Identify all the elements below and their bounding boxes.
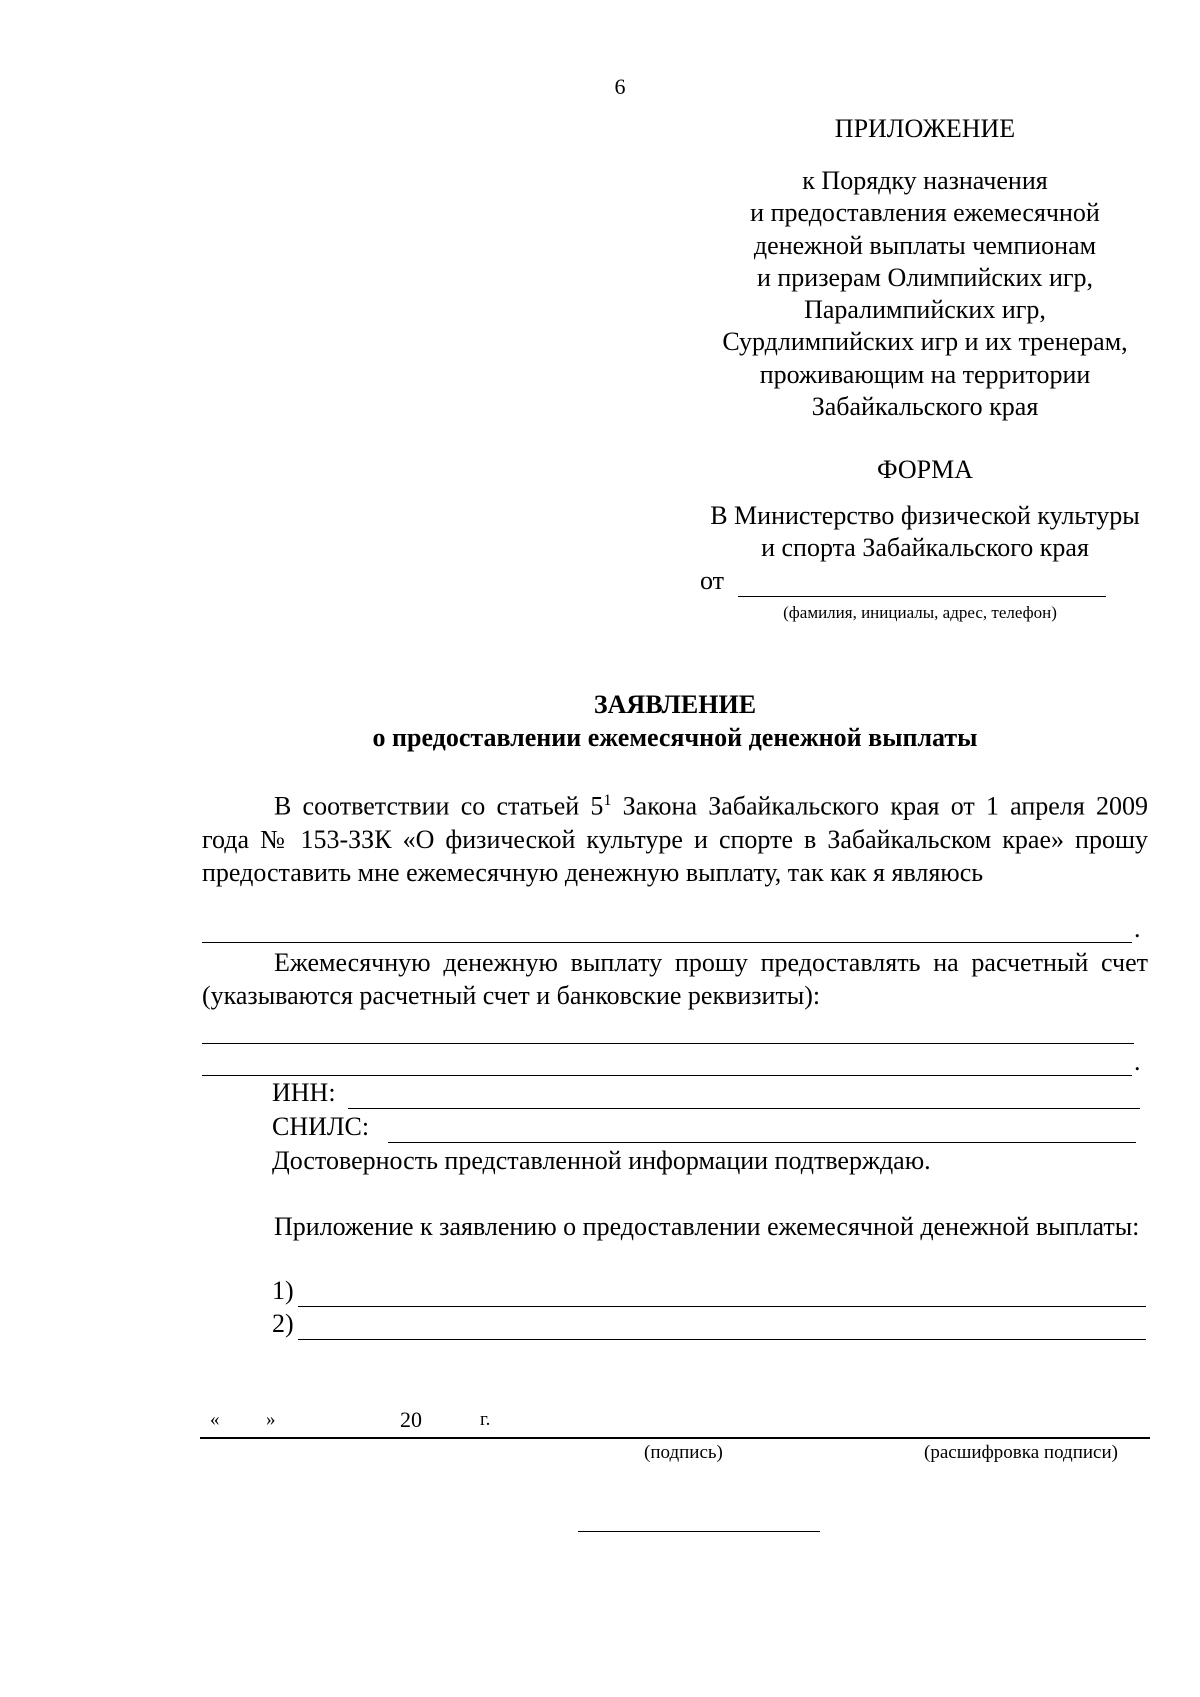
signature-hint: (подпись) xyxy=(644,1442,723,1463)
attachment-item-2-line[interactable] xyxy=(298,1339,1146,1340)
article-superscript: 1 xyxy=(603,792,612,809)
inn-field-line[interactable] xyxy=(348,1108,1140,1109)
annex-line: денежной выплаты чемпионам xyxy=(753,230,1097,260)
end-divider xyxy=(578,1531,820,1532)
status-field-line[interactable] xyxy=(202,942,1132,943)
account-field-line-2[interactable] xyxy=(202,1075,1132,1076)
annex-line: Паралимпийских игр, xyxy=(804,295,1046,325)
addressee-block xyxy=(660,500,1190,564)
annex-line: Забайкальского края xyxy=(811,392,1039,422)
date-quote-close: » xyxy=(266,1409,276,1430)
annex-line: проживающим на территории xyxy=(759,359,1091,389)
annex-lines xyxy=(660,165,1190,423)
form-label: ФОРМА xyxy=(877,455,973,484)
from-field-line[interactable] xyxy=(738,596,1106,597)
signature-decode-hint: (расшифровка подписи) xyxy=(924,1442,1118,1463)
from-hint: (фамилия, инициалы, адрес, телефон) xyxy=(783,603,1057,622)
paragraph-law-end: Закона Забайкальского края от 1 апреля 2009 года № 153-ЗЗК «О физической культуре и спорте в Забайкальском крае» прошу предоставить мне ежемесячную денежную выплату, так как я являюсь xyxy=(202,791,1148,887)
date-quote-open: « xyxy=(210,1409,220,1430)
paragraph-law xyxy=(202,784,1148,889)
account-field-line-1[interactable] xyxy=(202,1043,1134,1044)
attachment-item-2-label: 2) xyxy=(272,1309,294,1338)
document-title: ЗАЯВЛЕНИЕ xyxy=(593,690,757,719)
annex-title: ПРИЛОЖЕНИЕ xyxy=(834,114,1016,143)
confirmation-text: Достоверность представленной информации подтверждаю. xyxy=(272,1146,931,1175)
document-subtitle: о предоставлении ежемесячной денежной выплаты xyxy=(372,723,978,752)
paragraph-account xyxy=(202,946,1148,1012)
page-number: 6 xyxy=(614,74,626,99)
addressee-line-2: и спорта Забайкальского края xyxy=(761,533,1089,562)
annex-line: к Порядку назначения xyxy=(802,166,1048,195)
inn-label: ИНН: xyxy=(272,1078,336,1107)
snils-field-line[interactable] xyxy=(388,1142,1136,1143)
annex-line: и призерам Олимпийских игр, xyxy=(756,262,1094,292)
addressee-line-1: В Министерство физической культуры xyxy=(710,501,1140,530)
status-field-period: . xyxy=(1134,914,1141,943)
paragraph-law-start: В соответствии со статьей 5 xyxy=(274,791,604,821)
account-field-period: . xyxy=(1134,1047,1141,1076)
attachment-intro-text: Приложение к заявлению о предоставлении ежемесячной денежной выплаты: xyxy=(274,1212,1140,1241)
signature-line[interactable] xyxy=(200,1437,1150,1439)
annex-line: и предоставления ежемесячной xyxy=(750,198,1100,228)
attachment-item-1-line[interactable] xyxy=(298,1306,1146,1307)
paragraph-account-text: Ежемесячную денежную выплату прошу предоставлять на расчетный счет (указываются расчетный счет и банковские реквизиты): xyxy=(202,948,1148,1010)
attachment-item-1-label: 1) xyxy=(272,1276,294,1305)
date-year-prefix: 20 xyxy=(400,1407,422,1432)
annex-line: Сурдлимпийских игр и их тренерам, xyxy=(722,327,1128,357)
snils-label: СНИЛС: xyxy=(272,1112,370,1141)
date-year-suffix: г. xyxy=(480,1409,491,1430)
from-label: от xyxy=(700,566,725,595)
attachment-intro xyxy=(202,1210,1148,1243)
